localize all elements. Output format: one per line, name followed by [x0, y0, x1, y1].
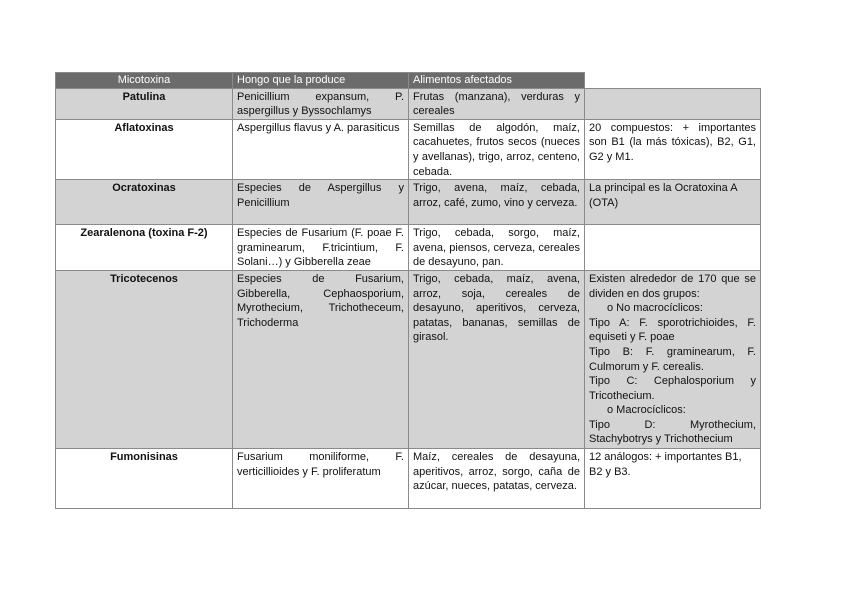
cell-name: Fumonisinas — [56, 448, 233, 508]
header-alimentos: Alimentos afectados — [409, 73, 585, 89]
notes-line: Tipo A: F. sporotrichioides, F. equiseti y F. poae — [589, 316, 756, 344]
table-row — [56, 225, 761, 271]
table-row — [56, 180, 761, 225]
cell-notas — [585, 270, 761, 448]
notes-bullet: o No macrocíclicos: — [607, 302, 703, 315]
cell-alimentos: Semillas de algodón, maíz, cacahuetes, frutos secos (nueces y avellanas), trigo, arroz, centeno, cebada. — [409, 119, 585, 179]
cell-name: Tricotecenos — [56, 270, 233, 448]
cell-hongo: Penicillium expansum, P. aspergillus y Byssochlamys — [233, 88, 409, 119]
notes-bullet: o Macrocíclicos: — [607, 404, 686, 417]
cell-notas: 20 compuestos: + importantes son B1 (la más tóxicas), B2, G1, G2 y M1. — [585, 119, 761, 179]
cell-name: Patulina — [56, 88, 233, 119]
table-row — [56, 448, 761, 508]
header-empty — [585, 73, 761, 89]
table-row — [56, 270, 761, 448]
cell-alimentos: Frutas (manzana), verduras y cereales — [409, 88, 585, 119]
cell-notas: 12 análogos: + importantes B1, B2 y B3. — [585, 448, 761, 508]
cell-hongo: Especies de Fusarium, Gibberella, Cephaosporium, Myrothecium, Trichotheceum, Trichoderma — [233, 270, 409, 448]
cell-notas: La principal es la Ocratoxina A (OTA) — [585, 180, 761, 225]
cell-hongo: Fusarium moniliforme, F. verticillioides y F. proliferatum — [233, 448, 409, 508]
cell-alimentos: Trigo, avena, maíz, cebada, arroz, café, zumo, vino y cerveza. — [409, 180, 585, 225]
cell-alimentos: Trigo, cebada, sorgo, maíz, avena, piensos, cerveza, cereales de desayuno, pan. — [409, 225, 585, 271]
mycotoxin-table — [55, 72, 761, 509]
header-micotoxina: Micotoxina — [56, 73, 233, 89]
cell-hongo: Especies de Aspergillus y Penicillium — [233, 180, 409, 225]
notes-line: Existen alrededor de 170 que se dividen en dos grupos: — [589, 272, 756, 300]
table-row — [56, 119, 761, 179]
table-row — [56, 88, 761, 119]
cell-hongo: Aspergillus flavus y A. parasiticus — [233, 119, 409, 179]
cell-notas — [585, 88, 761, 119]
notes-line: Tipo D: Myrothecium, Stachybotrys y Trichothecium — [589, 418, 756, 446]
cell-notas — [585, 225, 761, 271]
notes-line: Tipo B: F. graminearum, F. Culmorum y F. cerealis. — [589, 345, 756, 373]
cell-alimentos: Trigo, cebada, maíz, avena, arroz, soja, cereales de desayuno, aperitivos, cerveza, patatas, bananas, semillas de girasol. — [409, 270, 585, 448]
notes-line: Tipo C: Cephalosporium y Tricothecium. — [589, 375, 756, 402]
cell-name: Aflatoxinas — [56, 119, 233, 179]
cell-alimentos: Maíz, cereales de desayuna, aperitivos, arroz, sorgo, caña de azúcar, nueces, patatas, cerveza. — [409, 448, 585, 508]
cell-name: Ocratoxinas — [56, 180, 233, 225]
header-hongo: Hongo que la produce — [233, 73, 409, 89]
cell-hongo: Especies de Fusarium (F. poae F. graminearum, F.tricintium, F. Solani…) y Gibberella zeae — [233, 225, 409, 271]
cell-name: Zearalenona (toxina F-2) — [56, 225, 233, 271]
table-header-row — [56, 73, 761, 89]
